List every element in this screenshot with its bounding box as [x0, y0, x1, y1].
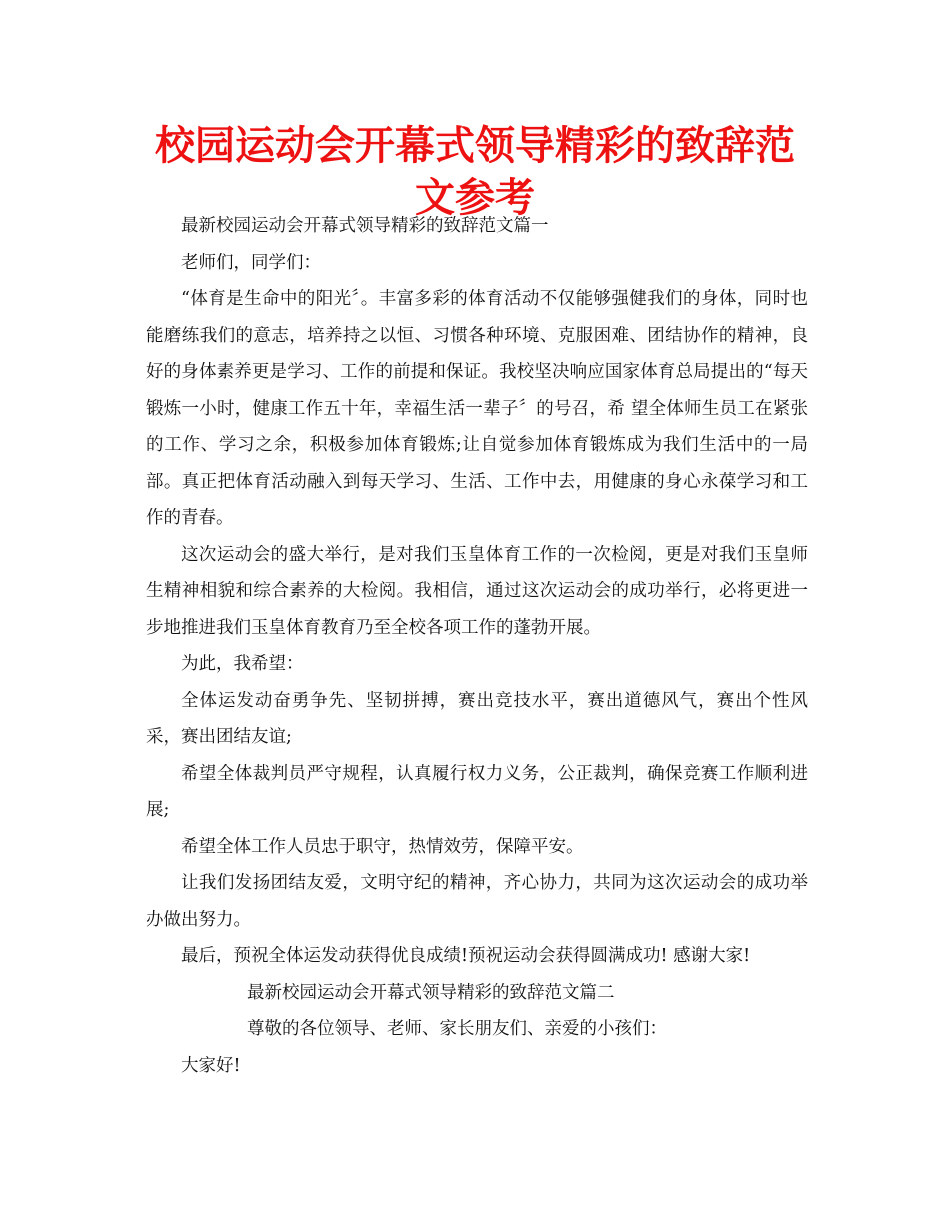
body-paragraph: 希望全体工作人员忠于职守，热情效劳，保障平安。: [181, 836, 584, 857]
body-paragraph: 全体运发动奋勇争先、坚韧拼搏，赛出竞技水平，赛出道德风气，赛出个性风采，赛出团结友谊;: [146, 690, 808, 747]
body-paragraph: 这次运动会的盛大举行，是对我们玉皇体育工作的一次检阅，更是对我们玉皇师生精神相貌和综合素养的大检阅。我相信，通过这次运动会的成功举行，必将更进一步地推进我们玉皇体育教育乃至全校各项工作的蓬勃开展。: [146, 544, 808, 638]
body-paragraph: 希望全体裁判员严守规程，认真履行权力义务，公正裁判，确保竞赛工作顺利进展;: [146, 763, 808, 820]
body-paragraph: 最后，预祝全体运发动获得优良成绩!预祝运动会获得圆满成功! 感谢大家!: [181, 946, 751, 966]
section-heading-2: 最新校园运动会开幕式领导精彩的致辞范文篇二: [247, 982, 615, 1003]
salutation-1: 老师们，同学们：: [181, 252, 321, 273]
greeting: 大家好!: [181, 1055, 241, 1076]
document-title: 校园运动会开幕式领导精彩的致辞范文参考: [155, 123, 795, 221]
body-paragraph: “体育是生命中的阳光〞。丰富多彩的体育活动不仅能够强健我们的身体，同时也能磨练我们的意志，培养持之以恒、习惯各种环境、克服困难、团结协作的精神，良好的身体素养更是学习、工作的前提和保证。我校坚决响应国家体育总局提出的“每天锻炼一小时，健康工作五十年，幸福生活一辈子〞的号召，希 望全体师生员工在紧张的工作、学习之余，积极参加体育锻炼;让自觉参加体育锻炼成为我们生活中的一局部。真正把体育活动融入到每天学习、生活、工作中去，用健康的身心永葆学习和工作的青春。: [146, 289, 808, 528]
document-body: [146, 208, 808, 1084]
body-paragraph: 让我们发扬团结友爱，文明守纪的精神，齐心协力，共同为这次运动会的成功举办做出努力。: [146, 873, 808, 930]
section-heading-1: 最新校园运动会开幕式领导精彩的致辞范文篇一: [181, 216, 549, 236]
salutation-2: 尊敬的各位领导、老师、家长朋友们、亲爱的小孩们：: [247, 1019, 667, 1039]
body-paragraph: 为此，我希望：: [181, 654, 304, 674]
